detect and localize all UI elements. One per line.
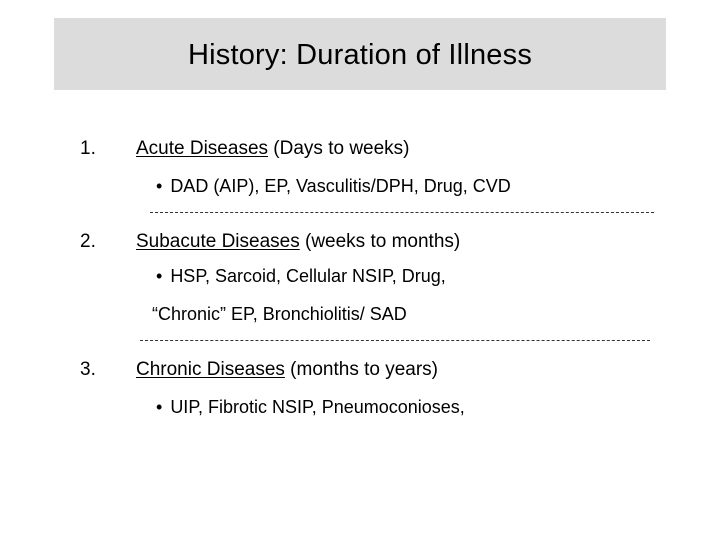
section-heading-detail: (Days to weeks) <box>268 138 410 159</box>
bullet-icon: • <box>156 397 163 417</box>
section-heading-detail: (weeks to months) <box>299 231 461 252</box>
section-number: 1. <box>80 138 96 159</box>
section-heading-chronic <box>136 359 438 381</box>
section-heading-label: Acute Diseases <box>136 138 269 159</box>
title-bar <box>54 18 666 90</box>
section-heading-label: Subacute Diseases <box>136 231 300 252</box>
list-item <box>156 176 511 197</box>
section-heading-acute <box>136 138 410 160</box>
list-item-text: HSP, Sarcoid, Cellular NSIP, Drug, <box>170 266 446 286</box>
section-heading-label: Chronic Diseases <box>136 359 285 380</box>
list-item-continuation: “Chronic” EP, Bronchiolitis/ SAD <box>152 304 407 324</box>
section-heading-subacute <box>136 231 460 253</box>
section-heading-detail: (months to years) <box>284 359 439 380</box>
section-divider <box>150 212 654 213</box>
bullet-icon: • <box>156 266 163 286</box>
list-item <box>156 397 465 418</box>
bullet-icon: • <box>156 176 163 196</box>
list-item <box>156 266 446 287</box>
section-divider <box>140 340 650 341</box>
list-item-text: DAD (AIP), EP, Vasculitis/DPH, Drug, CVD <box>170 176 511 196</box>
section-number: 3. <box>80 359 96 380</box>
section-number: 2. <box>80 231 96 252</box>
list-item-text: UIP, Fibrotic NSIP, Pneumoconioses, <box>170 397 465 417</box>
slide-title: History: Duration of Illness <box>187 38 533 71</box>
